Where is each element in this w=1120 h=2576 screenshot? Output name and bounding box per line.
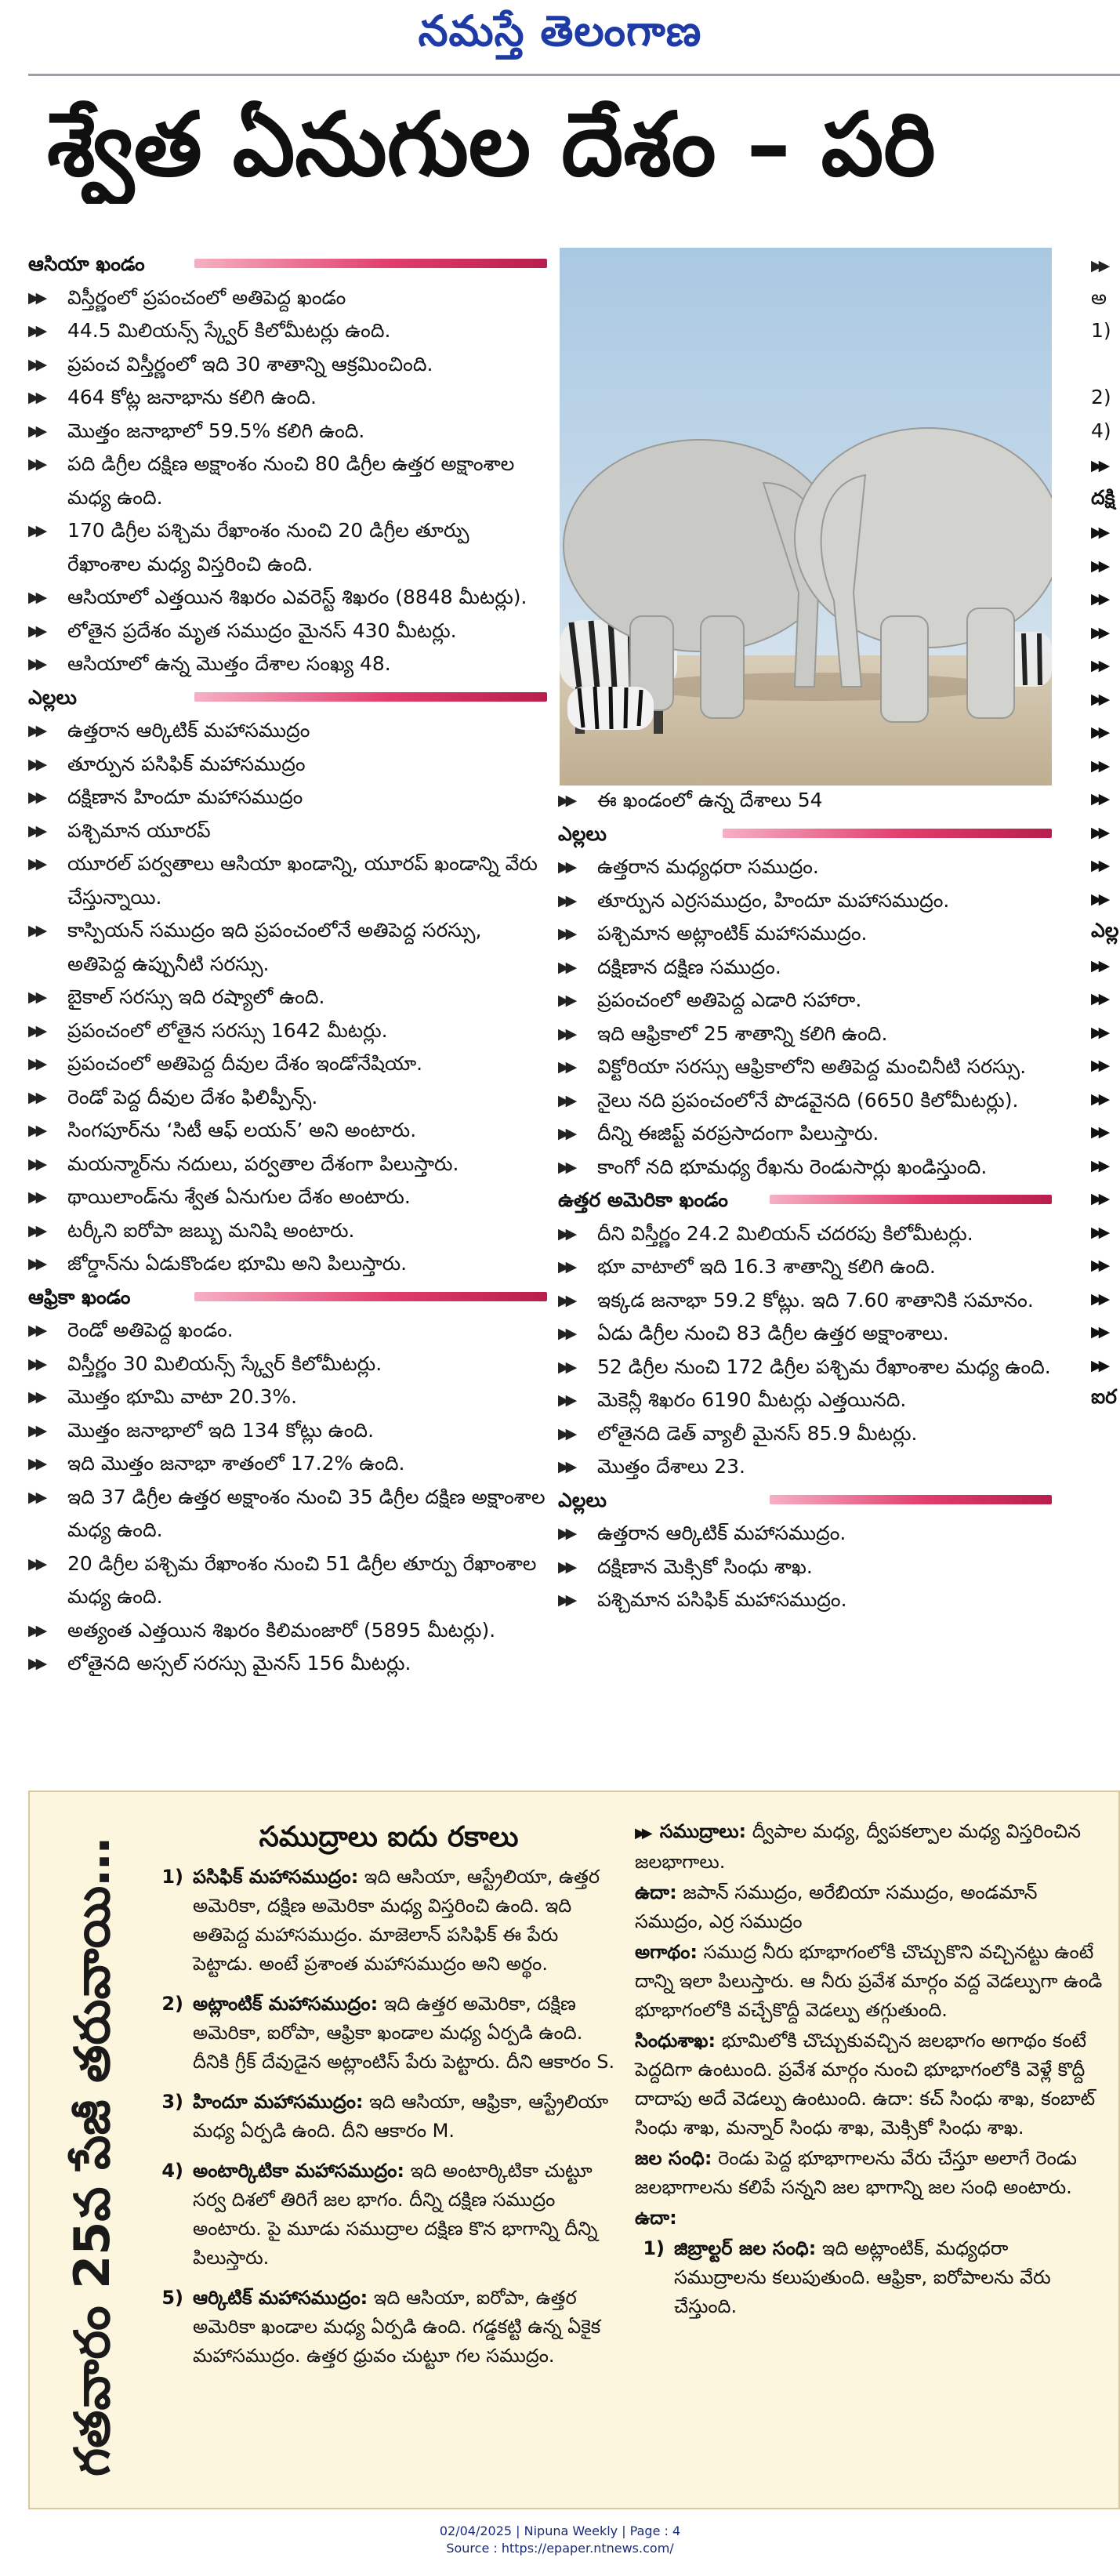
list-item-text: మొత్తం జనాభాలో 59.5% కలిగి ఉంది.	[67, 419, 365, 442]
list-item-text: లోతైనది డెత్ వ్యాలీ మైనస్ 85.9 మీటర్లు.	[597, 1421, 918, 1445]
list-item	[28, 448, 546, 514]
list-item-text: టర్కీని ఐరోపా జబ్బు మనిషి అంటారు.	[67, 1218, 355, 1242]
page-footer	[0, 2523, 1120, 2557]
ocean-item	[154, 2088, 624, 2146]
list-item-text: తూర్పున పసిఫిక్ మహాసముద్రం	[67, 752, 306, 775]
bullet-icon: ▶▶	[558, 1291, 574, 1309]
bullet-icon: ▶▶	[28, 622, 44, 640]
list-item	[28, 348, 546, 382]
list-item-text: ఇది 37 డిగ్రీల ఉత్తర అక్షాంశం నుంచి 35 డిగ్రీల దక్షిణ అక్షాంశాల మధ్య ఉంది.	[67, 1485, 546, 1541]
bullet-icon: ▶▶	[28, 1055, 44, 1072]
bullet-icon: ▶▶	[28, 1021, 44, 1039]
list-item-text: 170 డిగ్రీల పశ్చిమ రేఖాంశం నుంచి 20 డిగ్రీల తూర్పు రేఖాంశాల మధ్య విస్తరించి ఉంది.	[67, 519, 469, 575]
list-item	[558, 1517, 1060, 1551]
list-item	[28, 1314, 546, 1348]
list-item-text: 20 డిగ్రీల పశ్చిమ రేఖాంశం నుంచి 51 డిగ్రీల తూర్పు రేఖాంశాల మధ్య ఉంది.	[67, 1551, 537, 1608]
sea-terms-section	[635, 1817, 1105, 2323]
list-item-text: కాంగో నది భూమధ్య రేఖను రెండుసార్లు ఖండిస్తుంది.	[597, 1155, 988, 1178]
bullet-icon: ▶▶	[558, 858, 574, 876]
list-item-text: విస్తీర్ణంలో ప్రపంచంలో అతిపెద్ద ఖండం	[67, 285, 346, 309]
list-item-text: పశ్చిమాన పసిఫిక్ మహాసముద్రం.	[597, 1588, 847, 1611]
bullet-icon: ▶▶	[28, 422, 44, 440]
list-item-text: యూరల్ పర్వతాలు ఆసియా ఖండాన్ని, యూరప్ ఖండాన్ని వేరు చేస్తున్నాయి.	[67, 852, 538, 909]
list-item-text: మొత్తం దేశాలు 23.	[597, 1455, 745, 1478]
bullet-icon: ▶▶	[28, 822, 44, 840]
list-item	[28, 1414, 546, 1448]
bullet-icon: ▶▶	[28, 1355, 44, 1373]
sea-term: ఉదా:	[635, 2207, 677, 2229]
bullet-icon: ▶▶	[28, 522, 44, 539]
list-item	[558, 1018, 1060, 1051]
list-item-text: దక్షిణాన హిందూ మహాసముద్రం	[67, 785, 303, 808]
list-item	[558, 1450, 1060, 1484]
list-item	[558, 1351, 1060, 1384]
bullet-icon: ▶▶	[28, 1322, 44, 1339]
list-item	[558, 1117, 1060, 1151]
bullet-icon: ▶▶	[28, 1122, 44, 1139]
ocean-number: 3)	[161, 2091, 183, 2113]
bullet-icon: ▶▶	[28, 655, 44, 673]
bullet-icon: ▶▶	[558, 1158, 574, 1176]
list-item-text: ప్రపంచంలో అతిపెద్ద దీవుల దేశం ఇండోనేషియా.	[67, 1052, 423, 1075]
list-item	[558, 884, 1060, 918]
bullet-icon: ▶▶	[28, 389, 44, 406]
list-item	[28, 1181, 546, 1214]
ocean-number: 4)	[161, 2160, 183, 2182]
list-item-text: మొత్తం భూమి వాటా 20.3%.	[67, 1385, 298, 1408]
sea-term: ▶▶ సముద్రాలు: ద్వీపాల మధ్య, ద్వీపకల్పాల మధ్య విస్తరించిన జలభాగాలు.	[635, 1820, 1082, 1873]
list-item-text: 44.5 మిలియన్స్ స్క్వేర్ కిలోమీటర్లు ఉంది.	[67, 319, 391, 342]
list-item	[558, 984, 1060, 1018]
bullet-icon: ▶▶	[28, 1388, 44, 1406]
list-item	[28, 1381, 546, 1414]
sea-term: జల సంధి: రెండు పెద్ద భూభాగాలను వేరు చేస్తూ అలాగే రెండు జలభాగాలను కలిపే సన్నని జల భాగాన్ని జల సంధి అంటారు.	[635, 2147, 1077, 2198]
list-item-text: ప్రపంచంలో అతిపెద్ద ఎడారి సహారా.	[597, 989, 862, 1011]
ocean-item	[154, 2157, 624, 2273]
bullet-icon: ▶▶	[558, 1558, 574, 1576]
bullet-icon: ▶▶	[558, 1125, 574, 1142]
page-headline: శ్వేత ఏనుగుల దేశం – పరి	[47, 94, 936, 196]
bullet-icon: ▶▶	[558, 1258, 574, 1275]
list-item	[28, 1614, 546, 1648]
oceans-info-box	[28, 1791, 1120, 2509]
bullet-icon: ▶▶	[28, 1088, 44, 1106]
list-item-text: ఏడు డిగ్రీల నుంచి 83 డిగ్రీల ఉత్తర అక్షాంశాలు.	[597, 1322, 949, 1344]
section-heading-asia-borders: ఎల్లలు	[28, 681, 546, 715]
column-middle	[558, 784, 1060, 1617]
bullet-icon: ▶▶	[28, 1555, 44, 1573]
list-item	[28, 815, 546, 848]
list-item	[28, 314, 546, 348]
ocean-number: 1)	[161, 1866, 183, 1888]
sea-term: అగాథం: సముద్ర నీరు భూభాగంలోకి చొచ్చుకొని వచ్చినట్టు ఉంటే దాన్ని ఇలా పిలుస్తారు. ఆ నీరు ప్రవేశ మార్గం వద్ద వెడల్పుగా ఉండి భూభాగంలోకి వచ్చేకొద్దీ వెడల్పు తగ్గుతుంది.	[635, 1941, 1103, 2021]
list-item-text: ప్రపంచ విస్తీర్ణంలో ఇది 30 శాతాన్ని ఆక్రమించింది.	[67, 352, 433, 376]
list-item	[28, 1348, 546, 1381]
bullet-icon: ▶▶	[558, 958, 574, 976]
list-item	[28, 1214, 546, 1248]
list-item-text: దీన్ని ఈజిప్ట్ వరప్రసాదంగా పిలుస్తారు.	[597, 1122, 879, 1145]
list-item	[28, 615, 546, 648]
bullet-icon: ▶▶	[28, 1255, 44, 1272]
list-item-text: ఆసియాలో ఉన్న మొత్తం దేశాల సంఖ్య 48.	[67, 652, 391, 675]
list-item-text: ఆసియాలో ఎత్తయిన శిఖరం ఎవరెస్ట్ శిఖరం (8848 మీటర్లు).	[67, 586, 527, 608]
bullet-icon: ▶▶	[28, 989, 44, 1006]
list-item-text: విక్టోరియా సరస్సు ఆఫ్రికాలోని అతిపెద్ద మంచినీటి సరస్సు.	[597, 1055, 1027, 1078]
list-item-text: ఉత్తరాన ఆర్కిటిక్ మహాసముద్రం	[67, 719, 310, 742]
sea-terms-list	[635, 1817, 1105, 2233]
bullet-icon: ▶▶	[28, 922, 44, 939]
list-item-text: 464 కోట్ల జనాభాను కలిగి ఉంది.	[67, 386, 317, 408]
list-item	[28, 381, 546, 415]
section-heading-na-borders: ఎల్లలు	[558, 1484, 1060, 1518]
list-item	[28, 781, 546, 815]
list-item	[28, 648, 546, 681]
list-item	[558, 1151, 1060, 1185]
north-america-borders-list	[558, 1517, 1060, 1617]
list-item	[28, 514, 546, 581]
ocean-number: 2)	[161, 1993, 183, 2015]
list-item-text: ఇది ఆఫ్రికాలో 25 శాతాన్ని కలిగి ఉంది.	[597, 1021, 888, 1045]
section-heading-africa-borders: ఎల్లలు	[558, 818, 1060, 851]
bullet-icon: ▶▶	[28, 755, 44, 773]
bullet-icon: ▶▶	[558, 1225, 574, 1243]
section-heading-asia: ఆసియా ఖండం	[28, 248, 546, 281]
list-item	[558, 1317, 1060, 1351]
list-item-text: మొత్తం జనాభాలో ఇది 134 కోట్లు ఉంది.	[67, 1418, 375, 1442]
bullet-icon: ▶▶	[28, 1155, 44, 1173]
list-item-text: నైలు నది ప్రపంచంలోనే పొడవైనది (6650 కిలోమీటర్లు).	[597, 1088, 1019, 1112]
section-heading-north-america: ఉత్తర అమెరికా ఖండం	[558, 1184, 1060, 1217]
newspaper-masthead: నమస్తే తెలంగాణ	[418, 6, 702, 56]
list-item-text: థాయిలాండ్‌ను శ్వేత ఏనుగుల దేశం అంటారు.	[67, 1185, 411, 1208]
list-item-text: మయన్మార్‌ను నదులు, పర్వతాల దేశంగా పిలుస్తారు.	[67, 1152, 459, 1175]
list-item-text: ఉత్తరాన ఆర్కిటిక్ మహాసముద్రం.	[597, 1522, 846, 1544]
list-item-text: మెకెన్లీ శిఖరం 6190 మీటర్లు ఎత్తయినది.	[597, 1388, 907, 1411]
list-item	[28, 581, 546, 615]
bullet-icon: ▶▶	[28, 288, 44, 307]
list-item	[558, 1084, 1060, 1118]
list-item	[558, 1250, 1060, 1284]
bullet-icon: ▶▶	[28, 589, 44, 606]
list-item	[28, 1481, 546, 1547]
list-item	[28, 1014, 546, 1048]
list-item-text: రెండో పెద్ద దీవుల దేశం ఫిలిప్పీన్స్.	[67, 1085, 318, 1108]
ocean-number: 5)	[161, 2287, 183, 2309]
list-item-text: దక్షిణాన దక్షిణ సముద్రం.	[597, 955, 781, 978]
oceans-types-section	[154, 1817, 624, 2382]
header-divider	[28, 74, 1120, 76]
bullet-icon: ▶▶	[558, 1525, 574, 1542]
bullet-icon: ▶▶	[558, 1458, 574, 1475]
list-item-text: ప్రపంచంలో లోతైన సరస్సు 1642 మీటర్లు.	[67, 1018, 388, 1042]
bullet-icon: ▶▶	[558, 1391, 574, 1409]
list-item	[28, 1148, 546, 1181]
column-left	[28, 248, 546, 1681]
list-item-text: పశ్చిమాన యూరప్	[67, 818, 211, 842]
list-item-text: కాస్పియన్ సముద్రం ఇది ప్రపంచంలోనే అతిపెద్ద సరస్సు, అతిపెద్ద ఉప్పునీటి సరస్సు.	[67, 919, 482, 975]
bullet-icon: ▶▶	[558, 1091, 574, 1109]
list-item	[558, 851, 1060, 884]
bullet-icon: ▶▶	[28, 1488, 44, 1506]
ocean-item	[154, 1990, 624, 2077]
list-item	[28, 914, 546, 981]
bullet-icon: ▶▶	[558, 1591, 574, 1609]
list-item-text: అత్యంత ఎత్తయిన శిఖరం కిలిమంజారో (5895 మీటర్లు).	[67, 1618, 496, 1642]
list-item	[558, 1050, 1060, 1084]
list-item	[28, 847, 546, 914]
list-item	[558, 1551, 1060, 1584]
oceans-list	[154, 1863, 624, 2371]
list-item-text: పశ్చిమాన అట్లాంటిక్ మహాసముద్రం.	[597, 922, 868, 945]
list-item	[558, 1217, 1060, 1251]
bullet-icon: ▶▶	[28, 355, 44, 373]
continued-vertical-label: గతవారం 25వ పేజీ తరువాయి…	[63, 1837, 121, 2476]
bullet-icon: ▶▶	[635, 1825, 649, 1841]
list-item-text: ఇది మొత్తం జనాభా శాతంలో 17.2% ఉంది.	[67, 1452, 405, 1475]
ocean-description: అంటార్కిటికా మహాసముద్రం: ఇది అంటార్కిటికా చుట్టూ సర్వ దిశలో తిరిగే జల భాగం. దీన్ని దక్షిణ సముద్రం అంటారు. పై మూడు సముద్రాల దక్షిణ కొన భాగాన్ని దీన్ని పిలుస్తారు.	[193, 2160, 598, 2269]
list-item	[28, 415, 546, 448]
list-item	[28, 981, 546, 1014]
list-item-text: దీని విస్తీర్ణం 24.2 మిలియన్ చదరపు కిలోమీటర్లు.	[597, 1221, 973, 1245]
bullet-icon: ▶▶	[558, 925, 574, 942]
bullet-icon: ▶▶	[28, 1655, 44, 1672]
list-item	[28, 1114, 546, 1148]
ocean-description: పసిఫిక్ మహాసముద్రం: ఇది ఆసియా, ఆస్ట్రేలియా, ఉత్తర అమెరికా, దక్షిణ అమెరికా మధ్య విస్తరించి ఉంది. ఇది అతిపెద్ద మహాసముద్రం. మాజెలాన్ పసిఫిక్ ఈ పేరు పెట్టాడు. అంటే ప్రశాంత మహాసముద్రం అని అర్థం.	[193, 1866, 600, 1975]
list-item-text: ఇక్కడ జనాభా 59.2 కోట్లు. ఇది 7.60 శాతానికి సమానం.	[597, 1288, 1034, 1312]
list-item	[28, 1047, 546, 1081]
list-item: ▶▶ ఈ ఖండంలో ఉన్న దేశాలు 54	[558, 789, 823, 811]
bullet-icon: ▶▶	[558, 1058, 574, 1076]
list-item-text: జోర్డాన్‌ను ఏడుకొండల భూమి అని పిలుస్తారు.	[67, 1252, 408, 1275]
list-item	[28, 1081, 546, 1115]
list-item	[558, 1417, 1060, 1451]
list-item-text: దక్షిణాన మెక్సికో సింధు శాఖ.	[597, 1555, 813, 1578]
list-item-text: పది డిగ్రీల దక్షిణ అక్షాంశం నుంచి 80 డిగ్రీల ఉత్తర అక్షాంశాల మధ్య ఉంది.	[67, 452, 515, 509]
bullet-icon: ▶▶	[28, 789, 44, 806]
list-item	[28, 281, 546, 315]
list-item-text: 52 డిగ్రీల నుంచి 172 డిగ్రీల పశ్చిమ రేఖాంశాల మధ్య ఉంది.	[597, 1355, 1051, 1378]
list-item-text: ఉత్తరాన మధ్యధరా సముద్రం.	[597, 855, 819, 878]
list-item	[558, 1584, 1060, 1617]
list-item-text: సింగపూర్‌ను ‘సిటీ ఆఫ్ లయన్’ అని అంటారు.	[67, 1119, 417, 1141]
strait-example: 1) జిబ్రాల్టర్ జల సంధి: ఇది అట్లాంటిక్, మధ్యధరా సముద్రాలను కలుపుతుంది. ఆఫ్రికా, ఐరోపాలను వేరు చేస్తుంది.	[643, 2237, 1051, 2317]
list-item	[558, 917, 1060, 951]
list-item	[558, 1384, 1060, 1417]
bullet-icon: ▶▶	[28, 855, 44, 873]
bullet-icon: ▶▶	[28, 1188, 44, 1206]
africa-borders-list	[558, 851, 1060, 1184]
elephants-zebra-photo	[560, 248, 1052, 785]
bullet-icon: ▶▶	[28, 1455, 44, 1472]
bullet-icon: ▶▶	[28, 1421, 44, 1439]
bullet-icon: ▶▶	[558, 1424, 574, 1442]
bullet-icon: ▶▶	[558, 992, 574, 1009]
asia-borders-list	[28, 714, 546, 1281]
footer-date-line: 02/04/2025 | Nipuna Weekly | Page : 4	[439, 2523, 681, 2538]
north-america-facts-list	[558, 1217, 1060, 1484]
bullet-icon: ▶▶	[558, 1025, 574, 1043]
bullet-icon: ▶▶	[28, 455, 44, 473]
sea-term: ఉదా: జపాన్ సముద్రం, అరేబియా సముద్రం, అండమాన్ సముద్రం, ఎర్ర సముద్రం	[635, 1881, 1038, 1932]
next-column-fragments: ▶▶ అ 1) 2) 4) ▶▶ దక్షి ▶▶ ▶▶ ▶▶ ▶▶ ▶▶ ▶▶ ▶▶ ▶▶ ▶▶ ▶▶ ▶▶ ▶▶ ఎల్ల ▶▶ ▶▶ ▶▶ ▶▶ ▶▶ ▶▶ ▶▶ ▶▶ ▶▶ ▶▶ ▶▶ ▶▶ ▶▶ ఐర	[1091, 257, 1119, 1408]
bullet-icon: ▶▶	[558, 891, 574, 909]
list-item-text: రెండో అతిపెద్ద ఖండం.	[67, 1319, 234, 1341]
bullet-icon: ▶▶	[28, 1221, 44, 1239]
list-item-text: విస్తీర్ణం 30 మిలియన్స్ స్క్వేర్ కిలోమీటర్లు.	[67, 1351, 382, 1375]
list-item	[28, 1247, 546, 1281]
ocean-description: హిందూ మహాసముద్రం: ఇది ఆసియా, ఆఫ్రికా, ఆస్ట్రేలియా మధ్య ఏర్పడి ఉంది. దీని ఆకారం M.	[193, 2091, 609, 2142]
list-item	[28, 748, 546, 782]
ocean-item	[154, 1863, 624, 1979]
list-item-text: లోతైన ప్రదేశం మృత సముద్రం మైనస్ 430 మీటర్లు.	[67, 619, 457, 642]
footer-source-line: Source : https://epaper.ntnews.com/	[446, 2541, 674, 2556]
bullet-icon: ▶▶	[28, 322, 44, 339]
list-item-text: లోతైనది అస్సల్ సరస్సు మైనస్ 156 మీటర్లు.	[67, 1652, 411, 1674]
ocean-item	[154, 2284, 624, 2371]
bullet-icon: ▶▶	[558, 1325, 574, 1342]
list-item	[28, 1547, 546, 1614]
list-item	[28, 1647, 546, 1681]
bullet-icon: ▶▶	[28, 722, 44, 739]
sea-term: సింధుశాఖ: భూమిలోకి చొచ్చుకువచ్చిన జలభాగం అగాథం కంటే పెద్దదిగా ఉంటుంది. ప్రవేశ మార్గం నుంచి భూభాగంలోకి వెళ్లే కొద్దీ దాదాపు అదే వెడల్పు ఉంటుంది. ఉదా: కచ్ సింధు శాఖ, కంబాట్ సింధు శాఖ, మన్నార్ సింధు శాఖ, మెక్సికో సింధు శాఖ.	[635, 2030, 1096, 2139]
asia-facts-list	[28, 281, 546, 681]
list-item	[28, 714, 546, 748]
list-item-text: భూ వాటాలో ఇది 16.3 శాతాన్ని కలిగి ఉంది.	[597, 1255, 936, 1278]
list-item-text: బైకాల్ సరస్సు ఇది రష్యాలో ఉంది.	[67, 985, 325, 1008]
list-item	[28, 1447, 546, 1481]
ocean-description: అట్లాంటిక్ మహాసముద్రం: ఇది ఉత్తర అమెరికా, దక్షిణ అమెరికా, ఐరోపా, ఆఫ్రికా ఖండాల మధ్య ఏర్పడి ఉంది. దీనికి గ్రీక్ దేవుడైన అట్లాంటిస్ పేరు పెట్టారు. దీని ఆకారం S.	[193, 1993, 615, 2073]
list-item-text: తూర్పున ఎర్రసముద్రం, హిందూ మహాసముద్రం.	[597, 888, 950, 912]
section-heading-africa: ఆఫ్రికా ఖండం	[28, 1281, 546, 1315]
bullet-icon: ▶▶	[558, 1358, 574, 1376]
box-title: సముద్రాలు ఐదు రకాలు	[259, 1821, 519, 1853]
africa-facts-list	[28, 1314, 546, 1681]
list-item	[558, 1284, 1060, 1318]
bullet-icon: ▶▶	[28, 1621, 44, 1639]
ocean-description: ఆర్కిటిక్ మహాసముద్రం: ఇది ఆసియా, ఐరోపా, ఉత్తర అమెరికా ఖండాల మధ్య ఏర్పడి ఉంది. గడ్డకట్టి ఉన్న ఏకైక మహాసముద్రం. ఉత్తర ధ్రువం చుట్టూ గల సముద్రం.	[193, 2287, 601, 2367]
list-item	[558, 951, 1060, 985]
